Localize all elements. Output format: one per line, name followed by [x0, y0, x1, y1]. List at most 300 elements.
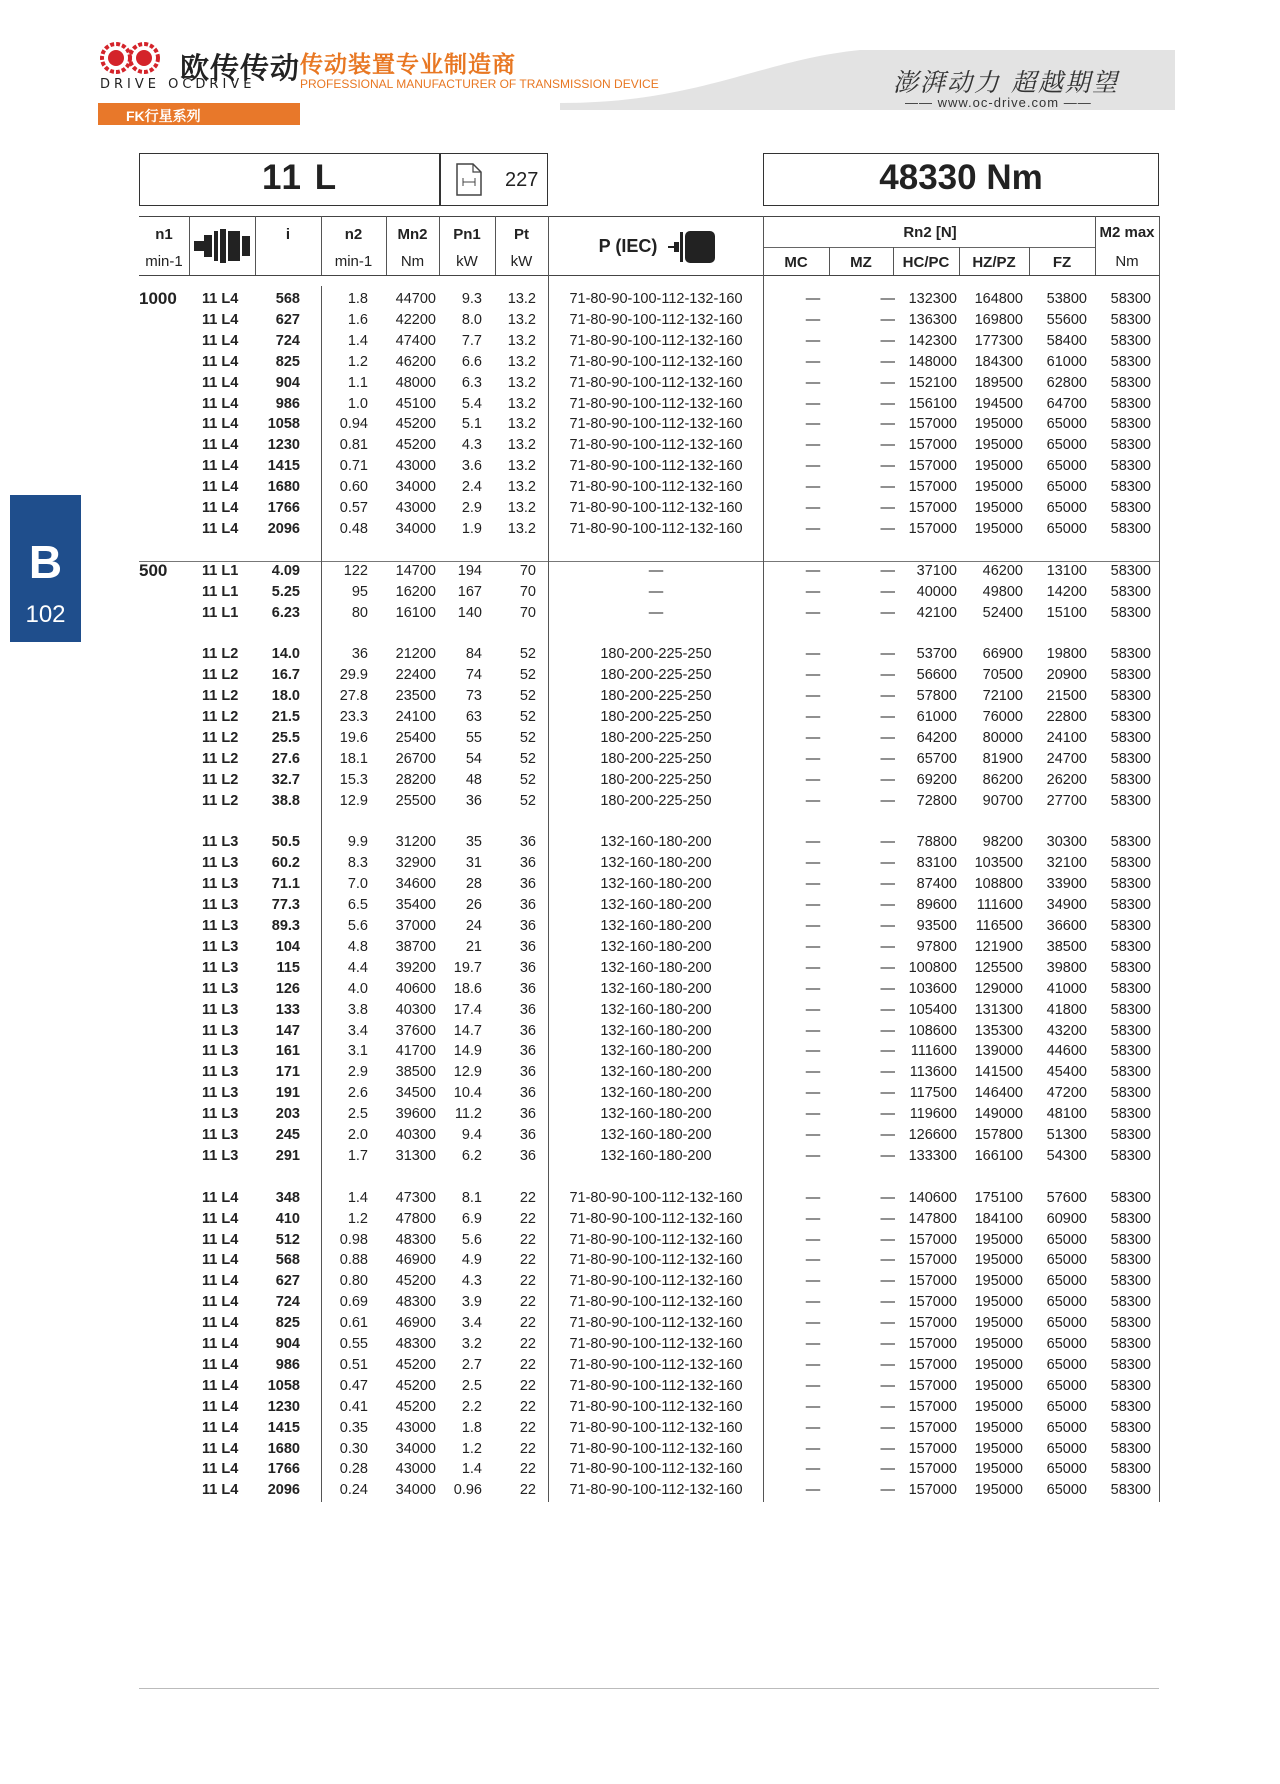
cell-mn2: 40300 — [395, 1127, 436, 1143]
cell-hz: 195000 — [974, 1294, 1023, 1311]
cell-ratio: 724 — [275, 332, 300, 349]
cell-iec: 71-80-90-100-112-132-160 — [569, 520, 743, 537]
cell-iec: 132-160-180-200 — [600, 959, 712, 976]
cell-fz: 26200 — [1046, 771, 1087, 788]
cell-model: 11 L3 — [202, 1085, 239, 1102]
cell-pn1: 18.6 — [453, 980, 482, 997]
cell-hz: 116500 — [975, 918, 1023, 934]
cell-fz: 60900 — [1046, 1210, 1087, 1227]
cell-fz: 47200 — [1046, 1085, 1087, 1102]
cell-mc: — — [805, 667, 821, 684]
cell-m2max: 58300 — [1110, 959, 1151, 976]
cell-n2: 1.4 — [347, 1189, 368, 1206]
cell-iec: 180-200-225-250 — [600, 729, 712, 746]
cell-pn1: 1.8 — [461, 1419, 482, 1436]
cell-hc: 64200 — [916, 729, 957, 746]
cell-n2: 4.8 — [347, 938, 368, 955]
cell-iec: 71-80-90-100-112-132-160 — [569, 353, 743, 370]
cell-pt: 22 — [519, 1398, 536, 1415]
cell-fz: 65000 — [1046, 1336, 1087, 1352]
cell-iec: 71-80-90-100-112-132-160 — [569, 1398, 743, 1415]
cell-fz: 62800 — [1046, 374, 1087, 391]
cell-hc: 100800 — [908, 959, 957, 976]
cell-mn2: 34000 — [395, 520, 436, 537]
header-pn1-unit: kW — [456, 253, 478, 270]
cell-m2max: 58300 — [1110, 458, 1151, 475]
cell-hc: 89600 — [916, 897, 957, 914]
cell-mz: — — [880, 416, 895, 433]
cell-m2max: 58300 — [1110, 729, 1151, 746]
cell-hz: 195000 — [974, 520, 1023, 537]
cell-mc: — — [805, 771, 821, 788]
model-title: 11 L — [262, 158, 339, 197]
cell-fz: 65000 — [1046, 1440, 1087, 1457]
cell-pt: 36 — [519, 918, 536, 934]
cell-mc: — — [805, 583, 821, 600]
cell-pt: 22 — [519, 1440, 536, 1457]
cell-iec: 71-80-90-100-112-132-160 — [569, 332, 743, 349]
cell-ratio: 1766 — [267, 1461, 300, 1478]
cell-mn2: 41700 — [395, 1043, 436, 1060]
table-top-rule — [139, 216, 1159, 217]
cell-hz: 98200 — [982, 834, 1023, 851]
cell-fz: 14200 — [1046, 583, 1087, 600]
cell-model: 11 L4 — [202, 479, 239, 496]
cell-hz: 125500 — [974, 959, 1023, 976]
cell-n2: 0.81 — [339, 437, 368, 454]
cell-ratio: 627 — [275, 1273, 300, 1290]
cell-hc: 157000 — [908, 1231, 957, 1248]
cell-model: 11 L4 — [202, 1189, 239, 1206]
cell-hz: 141500 — [974, 1064, 1023, 1081]
cell-ratio: 171 — [275, 1064, 300, 1081]
header-n1-unit: min-1 — [145, 253, 183, 270]
cell-pt: 22 — [519, 1273, 536, 1290]
motor-icon — [668, 228, 718, 266]
cell-n2: 3.4 — [347, 1022, 368, 1039]
cell-pn1: 8.0 — [461, 311, 482, 328]
cell-mc: — — [805, 1085, 821, 1102]
cell-n2: 2.9 — [347, 1064, 368, 1081]
cell-mz: — — [880, 332, 895, 349]
cell-mz: — — [880, 1356, 895, 1373]
cell-mn2: 45200 — [395, 1273, 436, 1290]
cell-model: 11 L3 — [202, 1127, 239, 1143]
cell-mz: — — [880, 1273, 895, 1290]
cell-mn2: 45200 — [395, 1356, 436, 1373]
cell-mn2: 38700 — [395, 938, 436, 955]
cell-fz: 41800 — [1046, 1001, 1087, 1018]
cell-pn1: 140 — [457, 604, 482, 621]
cell-mc: — — [805, 1419, 821, 1436]
cell-iec: 71-80-90-100-112-132-160 — [569, 1440, 743, 1457]
cell-n2: 7.0 — [347, 876, 368, 893]
cell-hz: 86200 — [982, 771, 1023, 788]
cell-mn2: 16200 — [395, 583, 436, 600]
cell-fz: 65000 — [1046, 1377, 1087, 1394]
cell-m2max: 58300 — [1110, 709, 1151, 725]
cell-iec: 180-200-225-250 — [600, 792, 712, 809]
cell-mc: — — [805, 709, 821, 725]
cell-hz: 149000 — [974, 1106, 1023, 1123]
section-tab — [10, 495, 81, 642]
cell-model: 11 L4 — [202, 1398, 239, 1415]
cell-model: 11 L4 — [202, 500, 239, 516]
cell-n2: 2.6 — [347, 1085, 368, 1102]
cell-n2: 0.28 — [339, 1461, 368, 1478]
cell-hz: 184100 — [974, 1210, 1023, 1227]
cell-n2: 6.5 — [347, 897, 368, 914]
cell-model: 11 L2 — [202, 771, 239, 788]
cell-mc: — — [805, 1294, 821, 1311]
cell-mc: — — [805, 1482, 821, 1499]
cell-model: 11 L3 — [202, 980, 239, 997]
cell-fz: 54300 — [1046, 1147, 1087, 1164]
cell-mc: — — [805, 1231, 821, 1248]
cell-hc: 87400 — [916, 876, 957, 893]
cell-n2: 8.3 — [347, 855, 368, 872]
cell-mn2: 45200 — [395, 1377, 436, 1394]
cell-m2max: 58300 — [1110, 1377, 1151, 1394]
cell-model: 11 L4 — [202, 416, 239, 433]
reference-page: 227 — [505, 169, 539, 191]
model-box — [139, 153, 548, 206]
cell-n2: 15.3 — [339, 771, 368, 788]
cell-model: 11 L2 — [202, 792, 239, 809]
cell-hc: 69200 — [916, 771, 957, 788]
cell-fz: 65000 — [1046, 1252, 1087, 1269]
cell-n2: 4.0 — [347, 980, 368, 997]
cell-hc: 83100 — [916, 855, 957, 872]
cell-iec: 132-160-180-200 — [600, 1127, 712, 1143]
tagline-cn: 传动装置专业制造商 — [300, 51, 516, 77]
cell-mn2: 34000 — [395, 479, 436, 496]
cell-model: 11 L4 — [202, 458, 239, 475]
cell-ratio: 25.5 — [271, 729, 300, 746]
cell-iec: 132-160-180-200 — [600, 876, 712, 893]
cell-pn1: 6.3 — [461, 374, 482, 391]
cell-ratio: 21.5 — [271, 709, 300, 725]
cell-pn1: 2.2 — [461, 1398, 482, 1415]
cell-iec: 132-160-180-200 — [600, 980, 712, 997]
cell-iec: 71-80-90-100-112-132-160 — [569, 1273, 743, 1290]
cell-model: 11 L4 — [202, 291, 239, 307]
cell-n2: 0.98 — [339, 1231, 368, 1248]
cell-mc: — — [805, 520, 821, 537]
cell-pt: 36 — [519, 1085, 536, 1102]
cell-model: 11 L4 — [202, 1315, 239, 1332]
cell-mz: — — [880, 437, 895, 454]
cell-iec: 71-80-90-100-112-132-160 — [569, 1231, 743, 1248]
cell-m2max: 58300 — [1110, 1461, 1151, 1478]
cell-ratio: 115 — [276, 959, 300, 976]
cell-hc: 157000 — [908, 1252, 957, 1269]
cell-iec: 132-160-180-200 — [600, 1147, 712, 1164]
cell-ratio: 904 — [275, 1336, 300, 1352]
cell-n2: 1.0 — [347, 395, 368, 412]
cell-model: 11 L3 — [202, 1022, 239, 1039]
cell-model: 11 L3 — [202, 938, 239, 955]
cell-pt: 22 — [519, 1419, 536, 1436]
cell-n2: 1.4 — [347, 332, 368, 349]
cell-pt: 36 — [519, 1127, 536, 1143]
cell-hz: 195000 — [974, 1482, 1023, 1499]
cell-mc: — — [805, 750, 821, 767]
cell-mc: — — [805, 1189, 821, 1206]
cell-pt: 22 — [519, 1189, 536, 1206]
cell-iec: 71-80-90-100-112-132-160 — [569, 1189, 743, 1206]
document-icon — [455, 162, 483, 197]
header-mc: MC — [784, 254, 808, 271]
cell-fz: 41000 — [1046, 980, 1087, 997]
cell-mc: — — [805, 437, 821, 454]
cell-m2max: 58300 — [1110, 311, 1151, 328]
cell-hc: 157000 — [908, 416, 957, 433]
cell-pt: 52 — [519, 646, 536, 663]
cell-mn2: 40300 — [395, 1001, 436, 1018]
cell-m2max: 58300 — [1110, 291, 1151, 307]
cell-model: 11 L2 — [202, 709, 239, 725]
cell-mn2: 23500 — [395, 688, 436, 705]
col-divider — [189, 216, 190, 275]
cell-hc: 157000 — [908, 1356, 957, 1373]
cell-mn2: 31300 — [395, 1147, 436, 1164]
cell-hc: 119600 — [909, 1106, 957, 1123]
cell-mc: — — [805, 1106, 821, 1123]
cell-model: 11 L4 — [202, 332, 239, 349]
table-header-rule — [139, 275, 1159, 276]
cell-n2: 0.41 — [339, 1398, 368, 1415]
cell-fz: 24700 — [1046, 750, 1087, 767]
cell-model: 11 L2 — [202, 729, 239, 746]
cell-mz: — — [880, 374, 895, 391]
cell-m2max: 58300 — [1110, 1419, 1151, 1436]
cell-hz: 195000 — [974, 1336, 1023, 1352]
cell-hz: 52400 — [982, 604, 1023, 621]
cell-m2max: 58300 — [1110, 416, 1151, 433]
cell-ratio: 986 — [275, 395, 300, 412]
cell-mn2: 37600 — [395, 1022, 436, 1039]
cell-n2: 0.61 — [339, 1315, 368, 1332]
cell-hz: 70500 — [982, 667, 1023, 684]
cell-mc: — — [805, 604, 821, 621]
cell-fz: 39800 — [1046, 959, 1087, 976]
cell-fz: 65000 — [1046, 437, 1087, 454]
cell-fz: 58400 — [1046, 332, 1087, 349]
cell-iec: 71-80-90-100-112-132-160 — [569, 291, 743, 307]
cell-iec: 132-160-180-200 — [600, 918, 712, 934]
cell-iec: 71-80-90-100-112-132-160 — [569, 1252, 743, 1269]
cell-mz: — — [880, 667, 895, 684]
cell-mz: — — [880, 520, 895, 537]
cell-mz: — — [880, 562, 895, 579]
cell-iec: 132-160-180-200 — [600, 1001, 712, 1018]
cell-hz: 146400 — [974, 1085, 1023, 1102]
cell-ratio: 1680 — [267, 479, 300, 496]
cell-ratio: 512 — [275, 1231, 300, 1248]
cell-m2max: 58300 — [1110, 750, 1151, 767]
cell-hc: 103600 — [908, 980, 957, 997]
cell-mn2: 35400 — [395, 897, 436, 914]
cell-pt: 36 — [519, 897, 536, 914]
cell-n2: 18.1 — [339, 750, 368, 767]
cell-ratio: 1415 — [267, 1419, 300, 1436]
cell-model: 11 L4 — [202, 520, 239, 537]
cell-hc: 108600 — [908, 1022, 957, 1039]
cell-mc: — — [805, 1064, 821, 1081]
cell-pt: 13.2 — [507, 395, 536, 412]
brand-name-cn: 欧传传动 — [180, 53, 301, 85]
cell-mn2: 47300 — [395, 1189, 436, 1206]
cell-mn2: 48300 — [395, 1231, 436, 1248]
cell-pn1: 5.4 — [461, 395, 482, 412]
cell-model: 11 L4 — [202, 1210, 239, 1227]
cell-mz: — — [880, 1147, 895, 1164]
cell-pn1: 14.7 — [453, 1022, 482, 1039]
cell-hc: 113600 — [909, 1064, 957, 1081]
cell-m2max: 58300 — [1110, 1336, 1151, 1352]
cell-model: 11 L4 — [202, 353, 239, 370]
cell-ratio: 203 — [275, 1106, 300, 1123]
cell-ratio: 18.0 — [271, 688, 300, 705]
cell-hz: 195000 — [974, 479, 1023, 496]
section-letter: B — [28, 536, 63, 588]
cell-hc: 157000 — [908, 1482, 957, 1499]
cell-mz: — — [880, 604, 895, 621]
cell-ratio: 410 — [275, 1210, 300, 1227]
cell-mz: — — [880, 1440, 895, 1457]
cell-hc: 133300 — [908, 1147, 957, 1164]
cell-mz: — — [880, 1064, 895, 1081]
cell-m2max: 58300 — [1110, 1022, 1151, 1039]
cell-iec: 180-200-225-250 — [600, 646, 712, 663]
cell-hc: 157000 — [908, 1398, 957, 1415]
cell-fz: 21500 — [1046, 688, 1087, 705]
cell-mz: — — [880, 311, 895, 328]
cell-mc: — — [805, 562, 821, 579]
cell-m2max: 58300 — [1110, 1440, 1151, 1457]
cell-mn2: 43000 — [395, 458, 436, 475]
cell-mn2: 39200 — [395, 959, 436, 976]
cell-hz: 111600 — [976, 897, 1023, 914]
cell-pn1: 2.4 — [461, 479, 482, 496]
cell-mn2: 34600 — [395, 876, 436, 893]
cell-hz: 177300 — [974, 332, 1023, 349]
cell-pn1: 31 — [465, 855, 482, 872]
cell-mn2: 40600 — [395, 980, 436, 997]
cell-iec: 71-80-90-100-112-132-160 — [569, 458, 743, 475]
cell-hz: 90700 — [982, 792, 1023, 809]
cell-m2max: 58300 — [1110, 938, 1151, 955]
cell-fz: 65000 — [1046, 1356, 1087, 1373]
cell-pt: 36 — [519, 959, 536, 976]
footer-rule — [139, 1688, 1159, 1689]
cell-mz: — — [880, 688, 895, 705]
cell-model: 11 L1 — [202, 583, 239, 600]
cell-mc: — — [805, 1273, 821, 1290]
cell-hz: 195000 — [974, 1231, 1023, 1248]
cell-mn2: 43000 — [395, 1461, 436, 1478]
cell-mz: — — [880, 395, 895, 412]
cell-hc: 56600 — [916, 667, 957, 684]
cell-hz: 195000 — [974, 1377, 1023, 1394]
cell-mn2: 39600 — [395, 1106, 436, 1123]
cell-mn2: 45200 — [395, 416, 436, 433]
cell-hz: 195000 — [974, 1419, 1023, 1436]
cell-mc: — — [805, 416, 821, 433]
cell-mn2: 25500 — [395, 792, 436, 809]
cell-mc: — — [805, 1377, 821, 1394]
website-url: —— www.oc-drive.com —— — [905, 95, 1092, 110]
cell-mn2: 46900 — [395, 1252, 436, 1269]
cell-model: 11 L1 — [202, 562, 239, 579]
cell-pn1: 8.1 — [461, 1189, 482, 1206]
cell-mn2: 46200 — [395, 353, 436, 370]
cell-mn2: 22400 — [395, 667, 436, 684]
cell-fz: 65000 — [1046, 1482, 1087, 1499]
cell-pt: 36 — [519, 1001, 536, 1018]
cell-hz: 139000 — [974, 1043, 1023, 1060]
cell-mc: — — [805, 1022, 821, 1039]
cell-pn1: 194 — [457, 562, 482, 579]
cell-n2: 3.1 — [347, 1043, 368, 1060]
cell-model: 11 L4 — [202, 374, 239, 391]
cell-m2max: 58300 — [1110, 646, 1151, 663]
cell-mn2: 43000 — [395, 1419, 436, 1436]
cell-n2: 0.71 — [339, 458, 368, 475]
header-mz: MZ — [850, 254, 872, 271]
cell-mc: — — [805, 1001, 821, 1018]
cell-ratio: 191 — [275, 1085, 300, 1102]
cell-m2max: 58300 — [1110, 500, 1151, 516]
cell-hc: 42100 — [916, 604, 957, 621]
cell-ratio: 1766 — [267, 500, 300, 516]
cell-mz: — — [880, 834, 895, 851]
cell-pn1: 9.3 — [461, 291, 482, 307]
cell-mz: — — [880, 938, 895, 955]
cell-pt: 22 — [519, 1231, 536, 1248]
cell-iec: — — [648, 562, 664, 579]
cell-mn2: 45200 — [395, 1398, 436, 1415]
cell-hz: 157800 — [974, 1127, 1023, 1143]
cell-hc: 140600 — [908, 1189, 957, 1206]
cell-iec: 71-80-90-100-112-132-160 — [569, 374, 743, 391]
cell-pt: 22 — [519, 1210, 536, 1227]
cell-fz: 53800 — [1046, 291, 1087, 307]
cell-mc: — — [805, 729, 821, 746]
cell-ratio: 1680 — [267, 1440, 300, 1457]
cell-pn1: 3.2 — [461, 1336, 482, 1352]
cell-pn1: 26 — [465, 897, 482, 914]
cell-fz: 36600 — [1046, 918, 1087, 934]
cell-hc: 105400 — [908, 1001, 957, 1018]
cell-m2max: 58300 — [1110, 688, 1151, 705]
cell-pt: 36 — [519, 1022, 536, 1039]
cell-mz: — — [880, 897, 895, 914]
cell-iec: 132-160-180-200 — [600, 834, 712, 851]
cell-hz: 194500 — [974, 395, 1023, 412]
cell-pn1: 1.4 — [461, 1461, 482, 1478]
cell-mc: — — [805, 374, 821, 391]
cell-iec: 132-160-180-200 — [600, 1043, 712, 1060]
header-mn2: Mn2 — [397, 226, 428, 243]
cell-hc: 72800 — [916, 792, 957, 809]
cell-hz: 184300 — [974, 353, 1023, 370]
cell-iec: 71-80-90-100-112-132-160 — [569, 479, 743, 496]
cell-hc: 157000 — [908, 520, 957, 537]
cell-pt: 36 — [519, 1043, 536, 1060]
cell-n2: 0.30 — [339, 1440, 368, 1457]
